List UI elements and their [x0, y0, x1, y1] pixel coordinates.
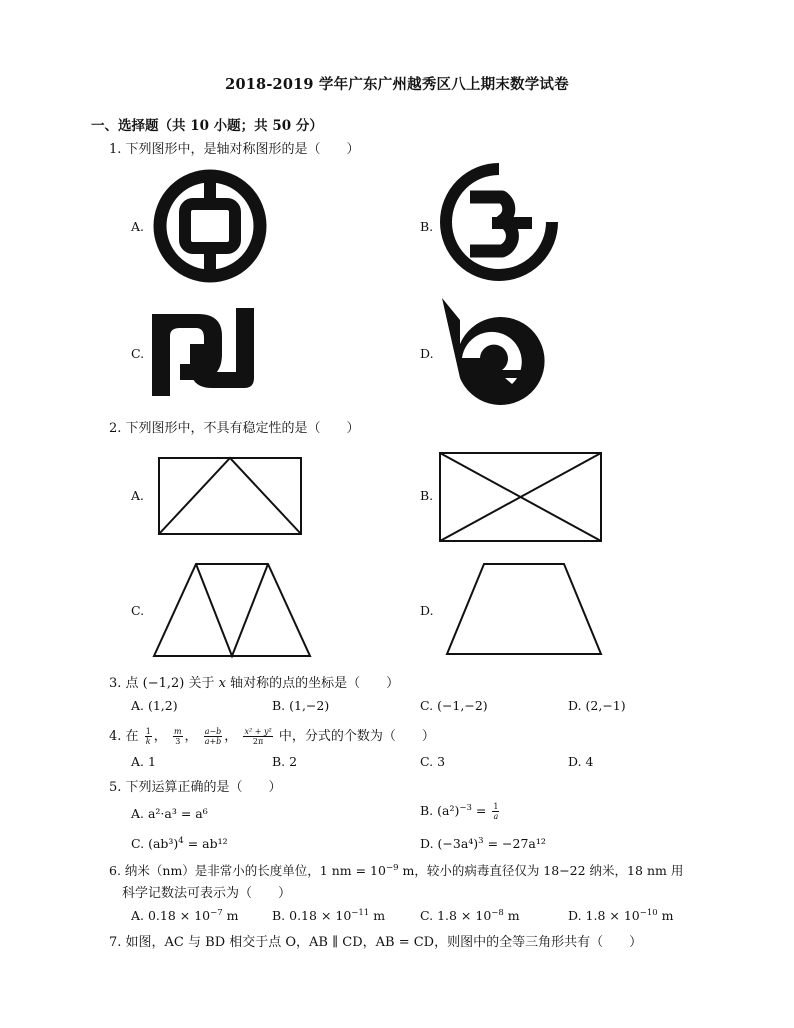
q4-option-d[interactable]: D. 4: [568, 754, 594, 769]
q1-option-c-label[interactable]: C.: [131, 346, 145, 361]
rectangle-with-triangle-figure: [158, 457, 302, 535]
q5-option-d[interactable]: D. $(-3a^4)^3 = -27a^{12}$: [420, 835, 546, 851]
q6-option-b[interactable]: B. $0.18 \times 10^{-11}$ m: [272, 907, 386, 923]
section-heading: 一、选择题（共 10 小题；共 50 分）: [91, 118, 323, 134]
trapezoid-figure: [446, 563, 602, 655]
q2-option-c-label[interactable]: C.: [131, 603, 145, 618]
q2-option-a-label[interactable]: A.: [131, 488, 145, 503]
fraction-1-over-k: $\frac{1}{k}$: [145, 727, 151, 746]
fraction-m-over-3: $\frac{m}{3}$: [173, 727, 182, 746]
q6-option-a[interactable]: A. $0.18 \times 10^{-7}$ m: [131, 907, 239, 923]
bank-of-china-logo-icon: [151, 167, 269, 285]
b-dot-logo-icon: [440, 298, 544, 406]
pd-logo-icon: [150, 308, 256, 396]
b-circle-logo-icon: [440, 163, 558, 281]
q1-option-a-label[interactable]: A.: [131, 219, 145, 234]
q1-option-d-label[interactable]: D.: [420, 346, 434, 361]
variable-x: x: [218, 676, 226, 691]
question-2-stem: 2. 下列图形中，不具有稳定性的是（ ）: [109, 421, 360, 436]
q5-option-c[interactable]: C. $(ab^3)^4 = ab^{12}$: [131, 835, 228, 851]
q6-option-d[interactable]: D. $1.8 \times 10^{-10}$ m: [568, 907, 674, 923]
q2-option-b-label[interactable]: B.: [420, 488, 434, 503]
rectangle-with-diagonals-figure: [439, 452, 602, 542]
q1-option-b-label[interactable]: B.: [420, 219, 434, 234]
q4-option-b[interactable]: B. 2: [272, 754, 298, 769]
fraction-x2-plus-y2: $\frac{\text{x² + y²}}{2\pi}$: [244, 727, 272, 746]
question-5-stem: 5. 下列运算正确的是（ ）: [109, 780, 282, 795]
q2-option-d-label[interactable]: D.: [420, 603, 434, 618]
q3-option-b[interactable]: B. (1,−2): [272, 698, 330, 713]
q4-option-a[interactable]: A. 1: [131, 754, 156, 769]
q3-option-a[interactable]: A. (1,2): [131, 698, 178, 713]
question-4-stem: 4. 在 $\frac{1}{k}$ ， $\frac{m}{3}$ ， $\frac{a-b}{a+b}$ ， $\frac{\text{x² + y²}}{2\pi}$ 中，分式的个数为（ ）: [109, 727, 435, 746]
q5-option-b[interactable]: B. $(a^2)^{-3}$ = $\frac{1}{a}$: [420, 802, 499, 821]
question-1-stem: 1. 下列图形中，是轴对称图形的是（ ）: [109, 142, 360, 157]
question-7-stem: 7. 如图，AC 与 BD 相交于点 O，AB ∥ CD，AB = CD，则图中的全等三角形共有（ ）: [109, 935, 643, 950]
triangles-trapezoid-figure: [153, 563, 311, 657]
question-3-stem: 3. 点 (−1,2) 关于 x 轴对称的点的坐标是（ ）: [109, 676, 400, 691]
fraction-a-minus-b: $\frac{a-b}{a+b}$: [204, 727, 222, 746]
q3-option-d[interactable]: D. (2,−1): [568, 698, 626, 713]
q5-option-a[interactable]: A. a²·a³ = a⁶: [131, 806, 208, 821]
question-6-stem-line-2: 科学记数法可表示为（ ）: [122, 886, 292, 901]
q3-option-c[interactable]: C. (−1,−2): [420, 698, 488, 713]
q4-option-c[interactable]: C. 3: [420, 754, 446, 769]
page-title: 2018-2019 学年广东广州越秀区八上期末数学试卷: [225, 76, 569, 93]
q6-option-c[interactable]: C. $1.8 \times 10^{-8}$ m: [420, 907, 520, 923]
question-6-stem-line-1: 6. 纳米（nm）是非常小的长度单位，1 nm = $10^{-9}$ m，较小的病毒直径仅为 18−22 纳米，18 nm 用: [109, 862, 684, 878]
